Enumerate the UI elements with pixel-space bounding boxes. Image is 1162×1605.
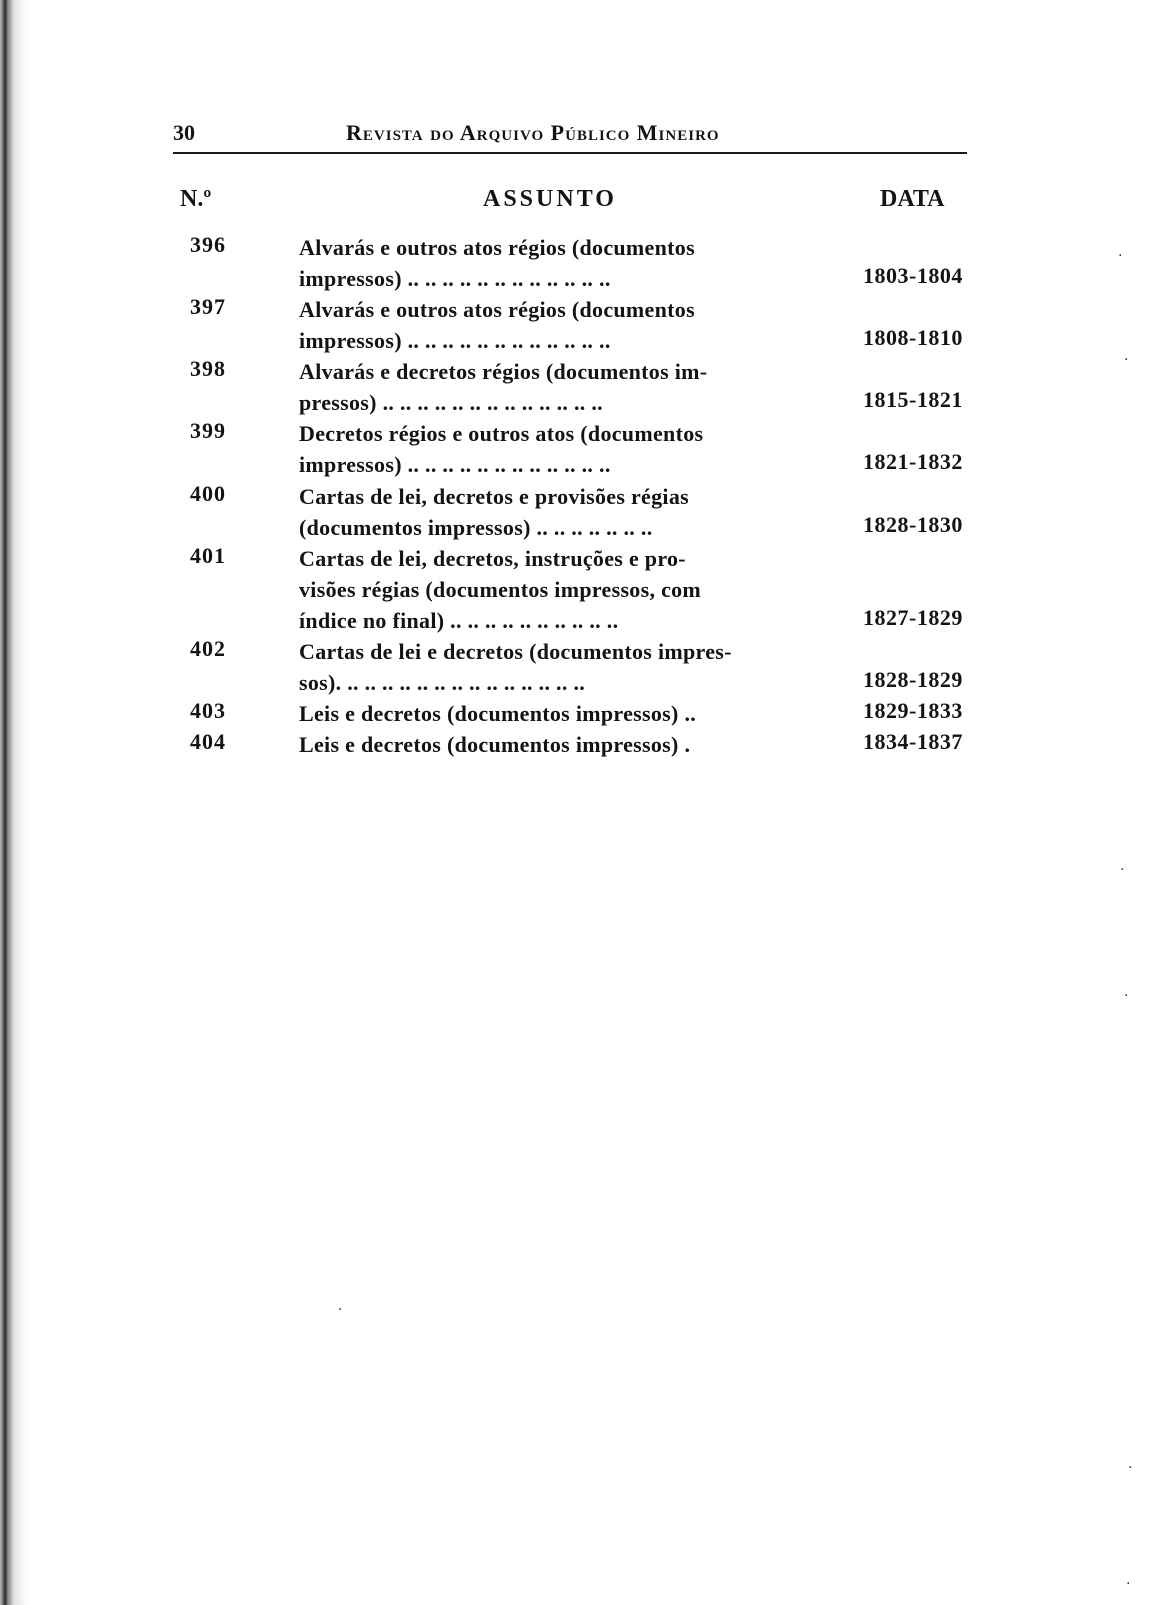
entry-subject-line: Leis e decretos (documentos impressos) . — [299, 732, 691, 757]
entry-subject-line: Alvarás e outros atos régios (documentos — [299, 297, 695, 322]
entry-number: 400 — [190, 481, 226, 506]
column-header-subject: ASSUNTO — [483, 186, 617, 212]
entry-subject-line: Cartas de lei e decretos (documentos impres- — [299, 639, 732, 664]
entry-subject-line: índice no final) .. .. .. .. .. .. .. .. .. .. — [299, 608, 619, 633]
entry-number: 404 — [190, 729, 226, 754]
entry-subject-line: Alvarás e outros atos régios (documentos — [299, 235, 695, 260]
scan-speck: · — [1126, 1576, 1131, 1592]
entry-subject-line: impressos) .. .. .. .. .. .. .. .. .. .. .. .. — [299, 452, 611, 477]
entry-subject-line: (documentos impressos) .. .. .. .. .. .. .. — [299, 515, 653, 540]
scan-speck: · — [1118, 248, 1123, 264]
entry-subject — [299, 356, 819, 418]
entry-subject-line: impressos) .. .. .. .. .. .. .. .. .. .. .. .. — [299, 266, 611, 291]
entry-date: 1834-1837 — [863, 729, 963, 754]
entry-number: 399 — [190, 418, 226, 443]
column-header-date: DATA — [880, 186, 945, 212]
entry-date: 1803-1804 — [863, 263, 963, 288]
entry-subject — [299, 232, 819, 294]
entry-subject — [299, 729, 819, 760]
entry-subject — [299, 636, 819, 698]
entry-number: 398 — [190, 356, 226, 381]
entry-subject — [299, 294, 819, 356]
entry-date: 1815-1821 — [863, 387, 963, 412]
scan-speck: · — [338, 1302, 343, 1318]
entry-date: 1828-1829 — [863, 667, 963, 692]
entry-subject-line: visões régias (documentos impressos, com — [299, 577, 702, 602]
entry-subject-line: Decretos régios e outros atos (documentos — [299, 421, 704, 446]
entry-subject-line: Leis e decretos (documentos impressos) .. — [299, 701, 697, 726]
entry-date: 1827-1829 — [863, 605, 963, 630]
entry-subject — [299, 543, 819, 636]
entry-date: 1829-1833 — [863, 698, 963, 723]
entry-date: 1808-1810 — [863, 325, 963, 350]
scan-speck: · — [1124, 352, 1129, 368]
entry-number: 401 — [190, 543, 226, 568]
journal-title: Revista do Arquivo Público Mineiro — [346, 120, 720, 145]
entry-subject-line: impressos) .. .. .. .. .. .. .. .. .. .. .. .. — [299, 328, 611, 353]
entry-subject — [299, 698, 819, 729]
column-header-number: N.º — [180, 186, 212, 212]
entry-date: 1821-1832 — [863, 449, 963, 474]
scan-speck: · — [1120, 862, 1125, 878]
entry-number: 402 — [190, 636, 226, 661]
entry-number: 397 — [190, 294, 226, 319]
entry-subject-line: Cartas de lei, decretos e provisões régias — [299, 484, 689, 509]
entry-subject-line: Cartas de lei, decretos, instruções e pro- — [299, 546, 686, 571]
book-binding-edge — [0, 0, 30, 1605]
scan-speck: · — [1128, 1460, 1133, 1476]
entry-date: 1828-1830 — [863, 512, 963, 537]
running-head — [173, 116, 967, 154]
entry-subject-line: pressos) .. .. .. .. .. .. .. .. .. .. .. .. .. — [299, 390, 603, 415]
page-number: 30 — [173, 120, 195, 145]
entry-number: 403 — [190, 698, 226, 723]
entry-subject-line: Alvarás e decretos régios (documentos im- — [299, 359, 708, 384]
entry-subject-line: sos). .. .. .. .. .. .. .. .. .. .. .. .. .. .. — [299, 670, 586, 695]
entry-subject — [299, 481, 819, 543]
entry-subject — [299, 418, 819, 480]
scan-speck: · — [1124, 988, 1129, 1004]
entry-number: 396 — [190, 232, 226, 257]
